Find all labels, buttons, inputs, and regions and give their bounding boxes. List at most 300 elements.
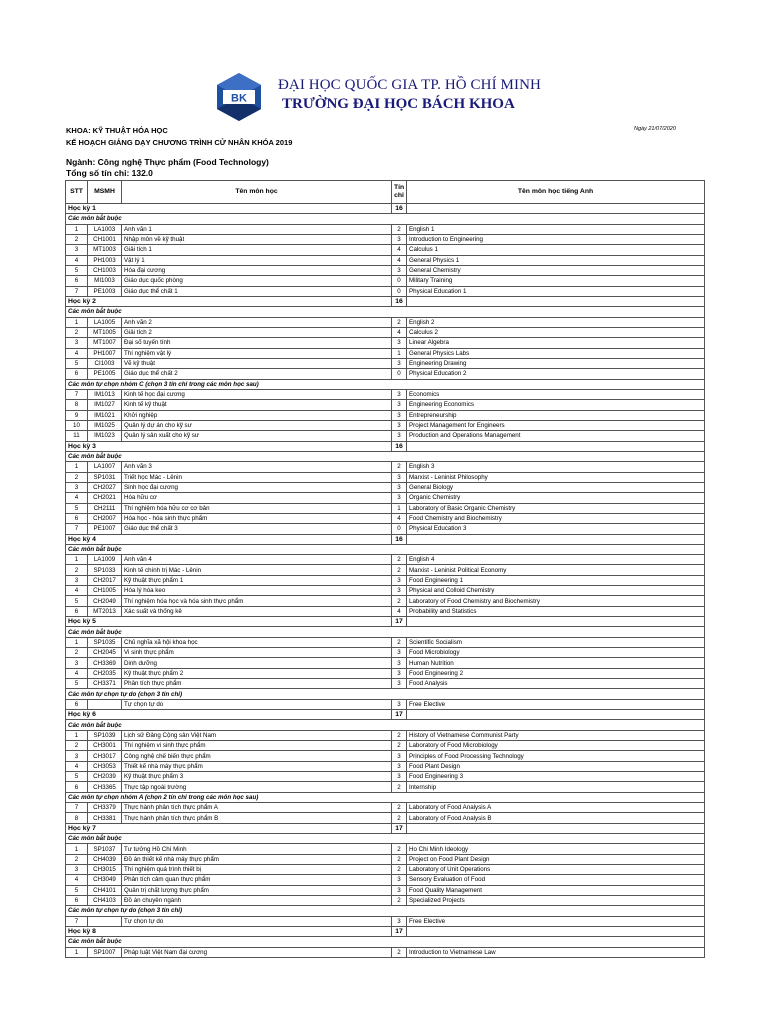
course-name-en: Free Elective [407, 699, 705, 709]
course-code: CH2035 [88, 668, 122, 678]
semester-label: Học kỳ 8 [66, 926, 392, 936]
course-code: CH2049 [88, 596, 122, 606]
course-name-vn: Hóa học - hóa sinh thực phẩm [122, 513, 392, 523]
table-row [66, 358, 705, 368]
table-row [66, 338, 705, 348]
school-name: TRƯỜNG ĐẠI HỌC BÁCH KHOA [282, 96, 515, 112]
course-credits: 2 [392, 803, 407, 813]
course-group-row [66, 307, 705, 317]
course-name-vn: Công nghệ chế biến thực phẩm [122, 751, 392, 761]
document-date: Ngày 21/07/2020 [634, 126, 676, 132]
table-row [66, 803, 705, 813]
course-name-vn: Tự chọn tự do [122, 916, 392, 926]
course-code: CH2111 [88, 503, 122, 513]
course-credits: 4 [392, 327, 407, 337]
course-stt: 8 [66, 813, 88, 823]
semester-label: Học kỳ 4 [66, 534, 392, 544]
course-stt: 6 [66, 895, 88, 905]
course-stt: 4 [66, 761, 88, 771]
semester-label: Học kỳ 1 [66, 204, 392, 214]
semester-row [66, 710, 705, 720]
semester-row [66, 296, 705, 306]
course-name-en: Engineering Drawing [407, 358, 705, 368]
table-row [66, 586, 705, 596]
semester-label: Học kỳ 2 [66, 296, 392, 306]
course-name-en: Marxist - Leninist Political Economy [407, 565, 705, 575]
course-credits: 3 [392, 751, 407, 761]
course-name-en: Introduction to Engineering [407, 234, 705, 244]
course-stt: 1 [66, 947, 88, 957]
course-stt: 3 [66, 751, 88, 761]
course-code: CH4039 [88, 854, 122, 864]
course-group-row [66, 792, 705, 802]
course-code: PH1007 [88, 348, 122, 358]
course-name-en: Calculus 2 [407, 327, 705, 337]
course-credits: 2 [392, 895, 407, 905]
course-credits: 2 [392, 782, 407, 792]
course-stt: 2 [66, 854, 88, 864]
course-name-en: Ho Chi Minh Ideology [407, 844, 705, 854]
course-name-en: English 3 [407, 462, 705, 472]
course-stt: 3 [66, 658, 88, 668]
semester-filler [407, 926, 705, 936]
course-name-en: Military Training [407, 276, 705, 286]
table-row [66, 875, 705, 885]
course-stt: 6 [66, 782, 88, 792]
table-row [66, 255, 705, 265]
course-credits: 0 [392, 276, 407, 286]
course-name-vn: Thí nghiệm hóa học và hóa sinh thực phẩm [122, 596, 392, 606]
course-code: CH3053 [88, 761, 122, 771]
course-name-vn: Triết học Mác - Lênin [122, 472, 392, 482]
course-stt: 2 [66, 234, 88, 244]
course-credits: 2 [392, 854, 407, 864]
course-stt: 4 [66, 875, 88, 885]
semester-label: Học kỳ 5 [66, 617, 392, 627]
course-stt: 5 [66, 885, 88, 895]
course-name-vn: Tự chọn tự do [122, 699, 392, 709]
course-stt: 5 [66, 772, 88, 782]
course-name-en: Free Elective [407, 916, 705, 926]
table-row [66, 679, 705, 689]
header-stt: STT [66, 181, 88, 204]
course-name-en: Laboratory of Food Microbiology [407, 741, 705, 751]
semester-credits: 17 [392, 710, 407, 720]
course-name-en: Entrepreneurship [407, 410, 705, 420]
course-code: SP1007 [88, 947, 122, 957]
course-group-row [66, 451, 705, 461]
course-credits: 3 [392, 699, 407, 709]
course-name-vn: Xác suất và thống kê [122, 606, 392, 616]
table-row [66, 813, 705, 823]
course-code: CH4103 [88, 895, 122, 905]
course-credits: 3 [392, 358, 407, 368]
course-group-label: Các môn bắt buộc [66, 937, 705, 947]
course-credits: 3 [392, 338, 407, 348]
course-credits: 2 [392, 637, 407, 647]
course-code: CH2007 [88, 513, 122, 523]
course-credits: 3 [392, 575, 407, 585]
course-credits: 2 [392, 224, 407, 234]
course-group-label: Các môn bắt buộc [66, 627, 705, 637]
course-name-vn: Thực tập ngoài trường [122, 782, 392, 792]
course-name-vn: Tư tưởng Hồ Chí Minh [122, 844, 392, 854]
course-stt: 6 [66, 276, 88, 286]
table-row [66, 596, 705, 606]
course-name-en: English 1 [407, 224, 705, 234]
course-code: CH3049 [88, 875, 122, 885]
course-stt: 6 [66, 369, 88, 379]
course-code: PE1003 [88, 286, 122, 296]
course-name-vn: Vi sinh thực phẩm [122, 648, 392, 658]
course-group-row [66, 906, 705, 916]
course-code: CH3017 [88, 751, 122, 761]
table-row [66, 503, 705, 513]
course-credits: 3 [392, 761, 407, 771]
course-stt: 8 [66, 400, 88, 410]
course-code: CH1005 [88, 586, 122, 596]
course-name-vn: Quản lý dự án cho kỹ sư [122, 420, 392, 430]
course-name-en: Project Management for Engineers [407, 420, 705, 430]
course-credits: 2 [392, 844, 407, 854]
course-code: CH4101 [88, 885, 122, 895]
course-name-vn: Khởi nghiệp [122, 410, 392, 420]
course-name-vn: Vật lý 1 [122, 255, 392, 265]
course-credits: 0 [392, 524, 407, 534]
course-name-vn: Anh văn 1 [122, 224, 392, 234]
course-stt: 7 [66, 286, 88, 296]
course-code: CH2017 [88, 575, 122, 585]
course-credits: 0 [392, 286, 407, 296]
semester-label: Học kỳ 6 [66, 710, 392, 720]
table-row [66, 265, 705, 275]
course-group-row [66, 379, 705, 389]
course-stt: 7 [66, 916, 88, 926]
course-stt: 5 [66, 596, 88, 606]
course-code: CH2021 [88, 493, 122, 503]
table-row [66, 885, 705, 895]
course-credits: 2 [392, 947, 407, 957]
course-name-en: Linear Algebra [407, 338, 705, 348]
course-name-vn: Anh văn 4 [122, 555, 392, 565]
course-credits: 2 [392, 813, 407, 823]
course-name-vn: Kỹ thuật thực phẩm 1 [122, 575, 392, 585]
course-code: SP1033 [88, 565, 122, 575]
course-code: LA1009 [88, 555, 122, 565]
course-name-vn: Giáo dục thể chất 2 [122, 369, 392, 379]
course-name-en: Laboratory of Unit Operations [407, 865, 705, 875]
course-name-en: Food Engineering 3 [407, 772, 705, 782]
table-row [66, 895, 705, 905]
course-stt: 5 [66, 503, 88, 513]
course-credits: 3 [392, 410, 407, 420]
course-stt: 1 [66, 637, 88, 647]
semester-row [66, 534, 705, 544]
course-code: CH2027 [88, 482, 122, 492]
course-name-vn: Hóa lý hóa keo [122, 586, 392, 596]
course-name-vn: Anh văn 3 [122, 462, 392, 472]
course-credits: 3 [392, 668, 407, 678]
course-stt: 1 [66, 317, 88, 327]
course-credits: 2 [392, 462, 407, 472]
table-row [66, 844, 705, 854]
semester-row [66, 441, 705, 451]
table-row [66, 648, 705, 658]
table-row [66, 524, 705, 534]
course-name-en: English 4 [407, 555, 705, 565]
course-credits: 2 [392, 865, 407, 875]
course-stt: 6 [66, 606, 88, 616]
course-code: CH1001 [88, 234, 122, 244]
course-name-en: Physical Education 2 [407, 369, 705, 379]
course-credits: 3 [392, 658, 407, 668]
course-name-en: General Physics Labs [407, 348, 705, 358]
course-code: SP1039 [88, 730, 122, 740]
course-stt: 3 [66, 245, 88, 255]
course-name-en: Food Chemistry and Biochemistry [407, 513, 705, 523]
table-row [66, 482, 705, 492]
table-row [66, 668, 705, 678]
course-name-vn: Hóa đại cương [122, 265, 392, 275]
university-name: ĐẠI HỌC QUỐC GIA TP. HỒ CHÍ MINH [278, 77, 541, 93]
course-name-vn: Vẽ kỹ thuật [122, 358, 392, 368]
course-credits: 3 [392, 482, 407, 492]
course-credits: 3 [392, 493, 407, 503]
course-credits: 2 [392, 565, 407, 575]
course-code: LA1007 [88, 462, 122, 472]
semester-filler [407, 204, 705, 214]
course-credits: 1 [392, 503, 407, 513]
header-credits: Tín chỉ [392, 181, 407, 204]
course-name-en: Engineering Economics [407, 400, 705, 410]
course-name-en: Laboratory of Food Analysis A [407, 803, 705, 813]
course-code: IM1021 [88, 410, 122, 420]
table-row [66, 317, 705, 327]
course-stt: 5 [66, 358, 88, 368]
course-stt: 1 [66, 844, 88, 854]
course-name-en: General Chemistry [407, 265, 705, 275]
table-row [66, 348, 705, 358]
semester-credits: 16 [392, 441, 407, 451]
course-credits: 4 [392, 255, 407, 265]
course-group-row [66, 834, 705, 844]
course-stt: 10 [66, 420, 88, 430]
table-row [66, 276, 705, 286]
major-label: Ngành: Công nghệ Thực phẩm (Food Technology) [66, 157, 269, 167]
course-stt: 4 [66, 348, 88, 358]
course-stt: 1 [66, 224, 88, 234]
course-name-vn: Dinh dưỡng [122, 658, 392, 668]
course-credits: 3 [392, 875, 407, 885]
table-row [66, 224, 705, 234]
table-row [66, 854, 705, 864]
course-name-en: General Biology [407, 482, 705, 492]
course-name-en: Introduction to Vietnamese Law [407, 947, 705, 957]
course-code: IM1027 [88, 400, 122, 410]
table-row [66, 389, 705, 399]
course-group-label: Các môn bắt buộc [66, 214, 705, 224]
course-name-en: English 2 [407, 317, 705, 327]
course-name-vn: Giáo dục thể chất 3 [122, 524, 392, 534]
course-code: IM1023 [88, 431, 122, 441]
course-stt: 2 [66, 565, 88, 575]
course-name-vn: Thực hành phân tích thực phẩm B [122, 813, 392, 823]
course-code: PE1005 [88, 369, 122, 379]
table-row [66, 916, 705, 926]
course-code: CH3381 [88, 813, 122, 823]
course-group-label: Các môn bắt buộc [66, 544, 705, 554]
course-name-en: Laboratory of Food Analysis B [407, 813, 705, 823]
course-group-row [66, 214, 705, 224]
course-name-vn: Quản lý sản xuất cho kỹ sư [122, 431, 392, 441]
semester-credits: 16 [392, 296, 407, 306]
course-stt: 3 [66, 575, 88, 585]
course-code: SP1031 [88, 472, 122, 482]
course-code: MT1003 [88, 245, 122, 255]
course-name-vn: Chủ nghĩa xã hội khoa học [122, 637, 392, 647]
table-row [66, 286, 705, 296]
course-name-en: General Physics 1 [407, 255, 705, 265]
course-name-en: Physical Education 1 [407, 286, 705, 296]
course-name-vn: Thực hành phân tích thực phẩm A [122, 803, 392, 813]
course-group-row [66, 544, 705, 554]
table-row [66, 472, 705, 482]
table-row [66, 410, 705, 420]
table-row [66, 751, 705, 761]
course-stt: 5 [66, 265, 88, 275]
course-stt: 3 [66, 338, 88, 348]
course-code: CH3001 [88, 741, 122, 751]
course-credits: 3 [392, 772, 407, 782]
course-name-en: Project on Food Plant Design [407, 854, 705, 864]
course-credits: 2 [392, 741, 407, 751]
table-row [66, 658, 705, 668]
course-group-label: Các môn bắt buộc [66, 307, 705, 317]
course-credits: 0 [392, 369, 407, 379]
course-group-label: Các môn bắt buộc [66, 451, 705, 461]
semester-filler [407, 823, 705, 833]
course-stt: 7 [66, 389, 88, 399]
course-code: LA1003 [88, 224, 122, 234]
course-name-vn: Giải tích 2 [122, 327, 392, 337]
semester-filler [407, 296, 705, 306]
course-name-en: Physical and Colloid Chemistry [407, 586, 705, 596]
table-header-row [66, 181, 705, 204]
course-name-vn: Lịch sử Đảng Cộng sản Việt Nam [122, 730, 392, 740]
table-row [66, 606, 705, 616]
semester-row [66, 823, 705, 833]
semester-filler [407, 534, 705, 544]
course-code: MT1005 [88, 327, 122, 337]
course-code: CI1003 [88, 358, 122, 368]
table-row [66, 865, 705, 875]
course-name-en: Production and Operations Management [407, 431, 705, 441]
course-name-en: Laboratory of Basic Organic Chemistry [407, 503, 705, 513]
course-stt: 2 [66, 472, 88, 482]
course-name-en: Economics [407, 389, 705, 399]
course-code: CH3371 [88, 679, 122, 689]
table-row [66, 462, 705, 472]
course-credits: 3 [392, 648, 407, 658]
course-name-en: Laboratory of Food Chemistry and Biochemistry [407, 596, 705, 606]
course-credits: 4 [392, 513, 407, 523]
table-row [66, 947, 705, 957]
course-name-en: Food Analysis [407, 679, 705, 689]
semester-filler [407, 710, 705, 720]
course-credits: 4 [392, 606, 407, 616]
course-name-vn: Thiết kế nhà máy thực phẩm [122, 761, 392, 771]
course-name-vn: Kinh tế kỹ thuật [122, 400, 392, 410]
course-group-label: Các môn bắt buộc [66, 834, 705, 844]
course-credits: 3 [392, 885, 407, 895]
table-row [66, 565, 705, 575]
course-stt: 2 [66, 741, 88, 751]
course-name-en: History of Vietnamese Communist Party [407, 730, 705, 740]
course-name-vn: Phân tích thực phẩm [122, 679, 392, 689]
course-code: CH2045 [88, 648, 122, 658]
table-row [66, 234, 705, 244]
course-credits: 3 [392, 586, 407, 596]
course-stt: 1 [66, 730, 88, 740]
course-name-vn: Nhập môn về kỹ thuật [122, 234, 392, 244]
course-stt: 1 [66, 462, 88, 472]
course-credits: 2 [392, 555, 407, 565]
course-credits: 3 [392, 389, 407, 399]
course-stt: 6 [66, 699, 88, 709]
course-code: MI1003 [88, 276, 122, 286]
course-code [88, 699, 122, 709]
table-row [66, 782, 705, 792]
table-row [66, 431, 705, 441]
semester-filler [407, 617, 705, 627]
table-row [66, 741, 705, 751]
course-credits: 3 [392, 431, 407, 441]
course-name-en: Principles of Food Processing Technology [407, 751, 705, 761]
header-msmh: MSMH [88, 181, 122, 204]
course-credits: 1 [392, 348, 407, 358]
course-code: IM1013 [88, 389, 122, 399]
course-credits: 3 [392, 400, 407, 410]
course-code: PH1003 [88, 255, 122, 265]
course-group-label: Các môn bắt buộc [66, 720, 705, 730]
course-name-en: Food Quality Management [407, 885, 705, 895]
semester-row [66, 204, 705, 214]
course-group-label: Các môn tự chọn tự do (chọn 3 tín chỉ) [66, 906, 705, 916]
course-name-vn: Đồ án thiết kế nhà máy thực phẩm [122, 854, 392, 864]
course-group-label: Các môn tự chọn nhóm C (chọn 3 tín chỉ trong các môn học sau) [66, 379, 705, 389]
course-stt: 3 [66, 482, 88, 492]
course-name-vn: Giải tích 1 [122, 245, 392, 255]
course-name-vn: Thí nghiệm hóa hữu cơ cơ bản [122, 503, 392, 513]
table-row [66, 369, 705, 379]
curriculum-table [65, 180, 705, 958]
table-row [66, 575, 705, 585]
course-code: CH3365 [88, 782, 122, 792]
course-group-row [66, 937, 705, 947]
course-stt: 1 [66, 555, 88, 565]
course-name-en: Specialized Projects [407, 895, 705, 905]
course-code: SP1035 [88, 637, 122, 647]
course-stt: 3 [66, 865, 88, 875]
faculty-label: KHOA: KỸ THUẬT HÓA HỌC [66, 126, 168, 135]
semester-credits: 17 [392, 617, 407, 627]
course-name-en: Food Engineering 2 [407, 668, 705, 678]
course-group-row [66, 720, 705, 730]
table-row [66, 555, 705, 565]
course-code: CH2039 [88, 772, 122, 782]
course-credits: 3 [392, 265, 407, 275]
table-row [66, 493, 705, 503]
